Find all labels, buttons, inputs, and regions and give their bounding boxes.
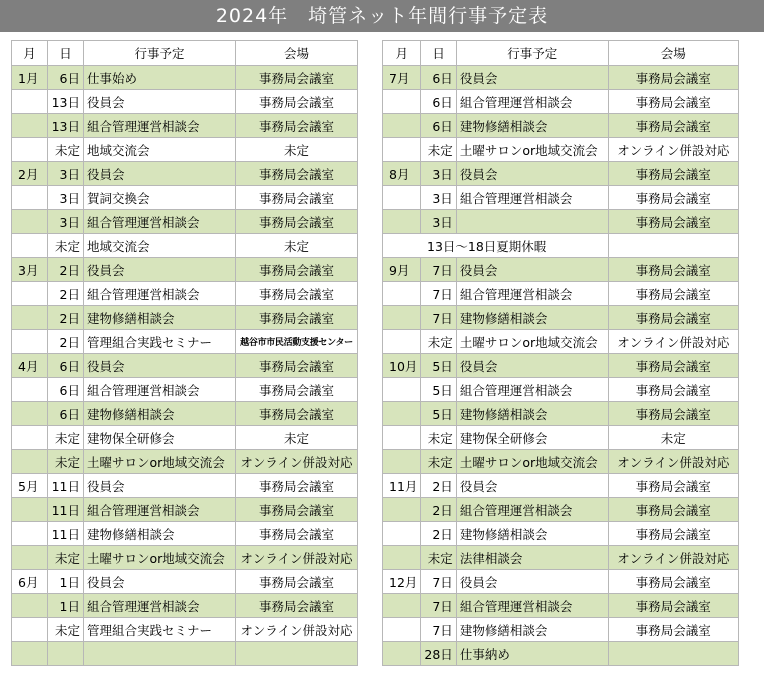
table-row	[383, 66, 739, 90]
header-venue: 会場	[236, 41, 358, 66]
cell-month	[12, 378, 48, 402]
table-row	[383, 498, 739, 522]
table-row	[383, 402, 739, 426]
cell-venue: 事務局会議室	[236, 378, 358, 402]
cell-event: 役員会	[84, 162, 236, 186]
cell-month	[383, 498, 421, 522]
schedule-table-jul-dec	[382, 40, 739, 666]
cell-month	[12, 402, 48, 426]
cell-month	[383, 282, 421, 306]
cell-day: 1日	[48, 570, 84, 594]
cell-month	[12, 138, 48, 162]
cell-month	[12, 450, 48, 474]
cell-event: 建物修繕相談会	[84, 522, 236, 546]
cell-event: 組合管理運営相談会	[456, 378, 608, 402]
cell-month: 12月	[383, 570, 421, 594]
table-row	[12, 138, 358, 162]
table-row	[383, 210, 739, 234]
cell-event: 役員会	[456, 354, 608, 378]
table-row	[12, 546, 358, 570]
cell-month	[383, 330, 421, 354]
cell-event: 地域交流会	[84, 138, 236, 162]
cell-venue: 事務局会議室	[608, 66, 738, 90]
cell-event: 建物修繕相談会	[456, 306, 608, 330]
cell-venue: 事務局会議室	[608, 354, 738, 378]
table-row	[12, 258, 358, 282]
cell-day: 未定	[48, 546, 84, 570]
table-row	[12, 330, 358, 354]
cell-day: 3日	[48, 210, 84, 234]
cell-event: 組合管理運営相談会	[456, 498, 608, 522]
header-row	[383, 41, 739, 66]
cell-month: 5月	[12, 474, 48, 498]
cell-day: 6日	[421, 66, 456, 90]
cell-event: 法律相談会	[456, 546, 608, 570]
cell-month	[383, 618, 421, 642]
cell-event: 役員会	[84, 570, 236, 594]
cell-venue: 事務局会議室	[236, 90, 358, 114]
cell-venue: 事務局会議室	[608, 594, 738, 618]
cell-day: 11日	[48, 522, 84, 546]
header-day: 日	[48, 41, 84, 66]
table-row	[12, 378, 358, 402]
cell-day: 未定	[421, 426, 456, 450]
cell-day: 6日	[48, 66, 84, 90]
table-row	[383, 234, 739, 258]
cell-day: 13日	[48, 114, 84, 138]
cell-month	[12, 186, 48, 210]
table-row	[383, 354, 739, 378]
cell-venue: 事務局会議室	[608, 522, 738, 546]
cell-month	[383, 114, 421, 138]
header-month: 月	[12, 41, 48, 66]
table-row	[12, 642, 358, 666]
cell-venue: オンライン併設対応	[608, 138, 738, 162]
schedule-table-jan-jun	[11, 40, 358, 666]
cell-day: 未定	[48, 138, 84, 162]
table-row	[12, 282, 358, 306]
cell-venue: 事務局会議室	[608, 402, 738, 426]
table-row	[12, 354, 358, 378]
cell-month	[12, 282, 48, 306]
header-event: 行事予定	[456, 41, 608, 66]
cell-event: 組合管理運営相談会	[84, 114, 236, 138]
table-row	[12, 498, 358, 522]
cell-month: 9月	[383, 258, 421, 282]
cell-venue: 事務局会議室	[608, 474, 738, 498]
cell-event: 管理組合実践セミナー	[84, 330, 236, 354]
cell-day: 5日	[421, 402, 456, 426]
cell-venue: 事務局会議室	[236, 474, 358, 498]
cell-event: 土曜サロンor地域交流会	[456, 330, 608, 354]
table-row	[383, 138, 739, 162]
table-row	[383, 450, 739, 474]
cell-month	[383, 402, 421, 426]
table-row	[383, 378, 739, 402]
table-row	[12, 522, 358, 546]
cell-day: 3日	[48, 162, 84, 186]
cell-venue: 事務局会議室	[236, 306, 358, 330]
cell-event: 土曜サロンor地域交流会	[84, 450, 236, 474]
cell-month	[12, 306, 48, 330]
table-row	[383, 570, 739, 594]
cell-event: 建物修繕相談会	[84, 402, 236, 426]
cell-venue: オンライン併設対応	[608, 450, 738, 474]
table-row	[12, 234, 358, 258]
table-row	[12, 90, 358, 114]
cell-month	[12, 210, 48, 234]
cell-event: 建物修繕相談会	[84, 306, 236, 330]
cell-event: 役員会	[456, 474, 608, 498]
cell-day: 7日	[421, 618, 456, 642]
cell-month	[12, 426, 48, 450]
cell-venue: 未定	[236, 138, 358, 162]
cell-event: 組合管理運営相談会	[456, 594, 608, 618]
cell-event: 建物修繕相談会	[456, 522, 608, 546]
cell-month	[383, 90, 421, 114]
cell-event: 建物修繕相談会	[456, 402, 608, 426]
header-month: 月	[383, 41, 421, 66]
table-row	[383, 546, 739, 570]
cell-month	[383, 642, 421, 666]
cell-month: 11月	[383, 474, 421, 498]
cell-month	[383, 138, 421, 162]
cell-day: 未定	[421, 450, 456, 474]
table-row	[383, 186, 739, 210]
cell-event: 建物保全研修会	[456, 426, 608, 450]
cell-month	[383, 306, 421, 330]
cell-venue: 事務局会議室	[236, 186, 358, 210]
cell-venue	[236, 642, 358, 666]
cell-month: 10月	[383, 354, 421, 378]
cell-venue: オンライン併設対応	[236, 546, 358, 570]
cell-venue: 事務局会議室	[236, 114, 358, 138]
cell-day: 未定	[421, 138, 456, 162]
cell-event: 土曜サロンor地域交流会	[456, 138, 608, 162]
table-row	[12, 450, 358, 474]
cell-venue: 事務局会議室	[236, 354, 358, 378]
cell-month	[12, 90, 48, 114]
cell-event: 建物修繕相談会	[456, 114, 608, 138]
cell-event: 役員会	[84, 258, 236, 282]
cell-month	[383, 546, 421, 570]
table-row	[12, 474, 358, 498]
table-row	[12, 114, 358, 138]
cell-venue: 事務局会議室	[608, 306, 738, 330]
cell-day: 3日	[421, 210, 456, 234]
table-row	[383, 474, 739, 498]
cell-month	[383, 426, 421, 450]
table-row	[12, 594, 358, 618]
cell-venue: 未定	[608, 426, 738, 450]
cell-day: 2日	[48, 306, 84, 330]
table-row	[12, 570, 358, 594]
cell-event: 役員会	[84, 474, 236, 498]
cell-venue: 未定	[236, 426, 358, 450]
cell-venue: 事務局会議室	[608, 90, 738, 114]
cell-day: 5日	[421, 378, 456, 402]
cell-event: 仕事納め	[456, 642, 608, 666]
cell-month: 3月	[12, 258, 48, 282]
cell-event: 土曜サロンor地域交流会	[456, 450, 608, 474]
cell-event: 役員会	[84, 354, 236, 378]
cell-day: 未定	[48, 426, 84, 450]
cell-month: 8月	[383, 162, 421, 186]
cell-month	[12, 498, 48, 522]
cell-event: 役員会	[456, 570, 608, 594]
cell-day: 7日	[421, 306, 456, 330]
header-event: 行事予定	[84, 41, 236, 66]
cell-day: 7日	[421, 258, 456, 282]
cell-event: 建物保全研修会	[84, 426, 236, 450]
cell-month: 1月	[12, 66, 48, 90]
cell-month: 6月	[12, 570, 48, 594]
cell-day: 3日	[48, 186, 84, 210]
cell-venue: 事務局会議室	[236, 66, 358, 90]
cell-event: 役員会	[456, 258, 608, 282]
cell-venue: 事務局会議室	[608, 378, 738, 402]
cell-month	[383, 186, 421, 210]
table-row	[383, 306, 739, 330]
row-note: 13日～18日夏期休暇	[383, 234, 609, 258]
cell-venue: 事務局会議室	[236, 594, 358, 618]
table-row	[12, 306, 358, 330]
cell-month	[383, 378, 421, 402]
cell-venue: 事務局会議室	[236, 498, 358, 522]
cell-day: 2日	[421, 474, 456, 498]
cell-venue: 事務局会議室	[608, 114, 738, 138]
cell-event: 組合管理運営相談会	[84, 378, 236, 402]
cell-month	[12, 330, 48, 354]
cell-day: 5日	[421, 354, 456, 378]
cell-day: 6日	[421, 90, 456, 114]
cell-venue: 事務局会議室	[608, 210, 738, 234]
cell-venue: 事務局会議室	[608, 186, 738, 210]
table-row	[383, 618, 739, 642]
cell-day: 未定	[421, 330, 456, 354]
cell-venue: 越谷市市民活動支援センター	[236, 330, 358, 354]
cell-event: 仕事始め	[84, 66, 236, 90]
cell-month	[383, 450, 421, 474]
table-row	[12, 186, 358, 210]
cell-venue: オンライン併設対応	[236, 450, 358, 474]
cell-day: 7日	[421, 282, 456, 306]
cell-day: 1日	[48, 594, 84, 618]
cell-month	[383, 594, 421, 618]
table-row	[383, 282, 739, 306]
cell-venue: 事務局会議室	[236, 522, 358, 546]
cell-month	[12, 594, 48, 618]
cell-month	[12, 618, 48, 642]
table-row	[12, 618, 358, 642]
cell-day: 13日	[48, 90, 84, 114]
cell-day: 未定	[48, 618, 84, 642]
table-row	[383, 642, 739, 666]
cell-month	[383, 210, 421, 234]
cell-venue: 事務局会議室	[236, 402, 358, 426]
cell-event: 組合管理運営相談会	[456, 282, 608, 306]
cell-day: 2日	[48, 282, 84, 306]
cell-month: 7月	[383, 66, 421, 90]
cell-day: 2日	[48, 258, 84, 282]
header-row	[12, 41, 358, 66]
cell-venue: 事務局会議室	[608, 258, 738, 282]
table-row	[383, 162, 739, 186]
cell-month: 2月	[12, 162, 48, 186]
cell-event: 組合管理運営相談会	[84, 282, 236, 306]
cell-venue: 事務局会議室	[608, 162, 738, 186]
cell-event: 地域交流会	[84, 234, 236, 258]
cell-event	[456, 210, 608, 234]
cell-month	[12, 522, 48, 546]
cell-day: 2日	[48, 330, 84, 354]
cell-month	[12, 546, 48, 570]
cell-day: 2日	[421, 522, 456, 546]
cell-day: 3日	[421, 162, 456, 186]
cell-month	[12, 642, 48, 666]
cell-day: 3日	[421, 186, 456, 210]
cell-day: 7日	[421, 570, 456, 594]
cell-event: 役員会	[84, 90, 236, 114]
cell-day: 未定	[48, 450, 84, 474]
cell-event: 組合管理運営相談会	[84, 498, 236, 522]
cell-event: 土曜サロンor地域交流会	[84, 546, 236, 570]
table-row	[12, 210, 358, 234]
cell-venue: 事務局会議室	[236, 282, 358, 306]
cell-event: 組合管理運営相談会	[84, 210, 236, 234]
cell-event	[84, 642, 236, 666]
table-row	[383, 594, 739, 618]
cell-venue: 事務局会議室	[608, 618, 738, 642]
cell-venue: 事務局会議室	[236, 258, 358, 282]
cell-day: 6日	[48, 402, 84, 426]
cell-venue	[608, 234, 738, 258]
cell-event: 管理組合実践セミナー	[84, 618, 236, 642]
cell-venue: 事務局会議室	[608, 282, 738, 306]
cell-month	[12, 234, 48, 258]
header-day: 日	[421, 41, 456, 66]
cell-month	[383, 522, 421, 546]
table-row	[12, 426, 358, 450]
cell-month: 4月	[12, 354, 48, 378]
table-row	[383, 522, 739, 546]
cell-venue: オンライン併設対応	[608, 546, 738, 570]
cell-day: 6日	[48, 378, 84, 402]
cell-event: 組合管理運営相談会	[84, 594, 236, 618]
cell-venue	[608, 642, 738, 666]
cell-day: 28日	[421, 642, 456, 666]
cell-event: 賀詞交換会	[84, 186, 236, 210]
header-venue: 会場	[608, 41, 738, 66]
table-row	[12, 66, 358, 90]
cell-venue: 事務局会議室	[608, 498, 738, 522]
table-row	[383, 90, 739, 114]
cell-event: 組合管理運営相談会	[456, 186, 608, 210]
table-row	[383, 426, 739, 450]
cell-day: 11日	[48, 498, 84, 522]
cell-day	[48, 642, 84, 666]
cell-day: 2日	[421, 498, 456, 522]
cell-venue: オンライン併設対応	[608, 330, 738, 354]
page-title: 2024年 埼管ネット年間行事予定表	[0, 0, 764, 32]
table-row	[383, 258, 739, 282]
cell-day: 6日	[421, 114, 456, 138]
cell-day: 6日	[48, 354, 84, 378]
cell-venue: 事務局会議室	[608, 570, 738, 594]
cell-day: 未定	[48, 234, 84, 258]
cell-day: 7日	[421, 594, 456, 618]
cell-venue: 事務局会議室	[236, 162, 358, 186]
cell-event: 役員会	[456, 162, 608, 186]
cell-event: 役員会	[456, 66, 608, 90]
cell-venue: 未定	[236, 234, 358, 258]
cell-day: 未定	[421, 546, 456, 570]
table-row	[383, 330, 739, 354]
cell-event: 建物修繕相談会	[456, 618, 608, 642]
cell-venue: オンライン併設対応	[236, 618, 358, 642]
cell-event: 組合管理運営相談会	[456, 90, 608, 114]
cell-venue: 事務局会議室	[236, 570, 358, 594]
cell-venue: 事務局会議室	[236, 210, 358, 234]
cell-month	[12, 114, 48, 138]
table-row	[12, 162, 358, 186]
table-row	[383, 114, 739, 138]
table-row	[12, 402, 358, 426]
cell-day: 11日	[48, 474, 84, 498]
